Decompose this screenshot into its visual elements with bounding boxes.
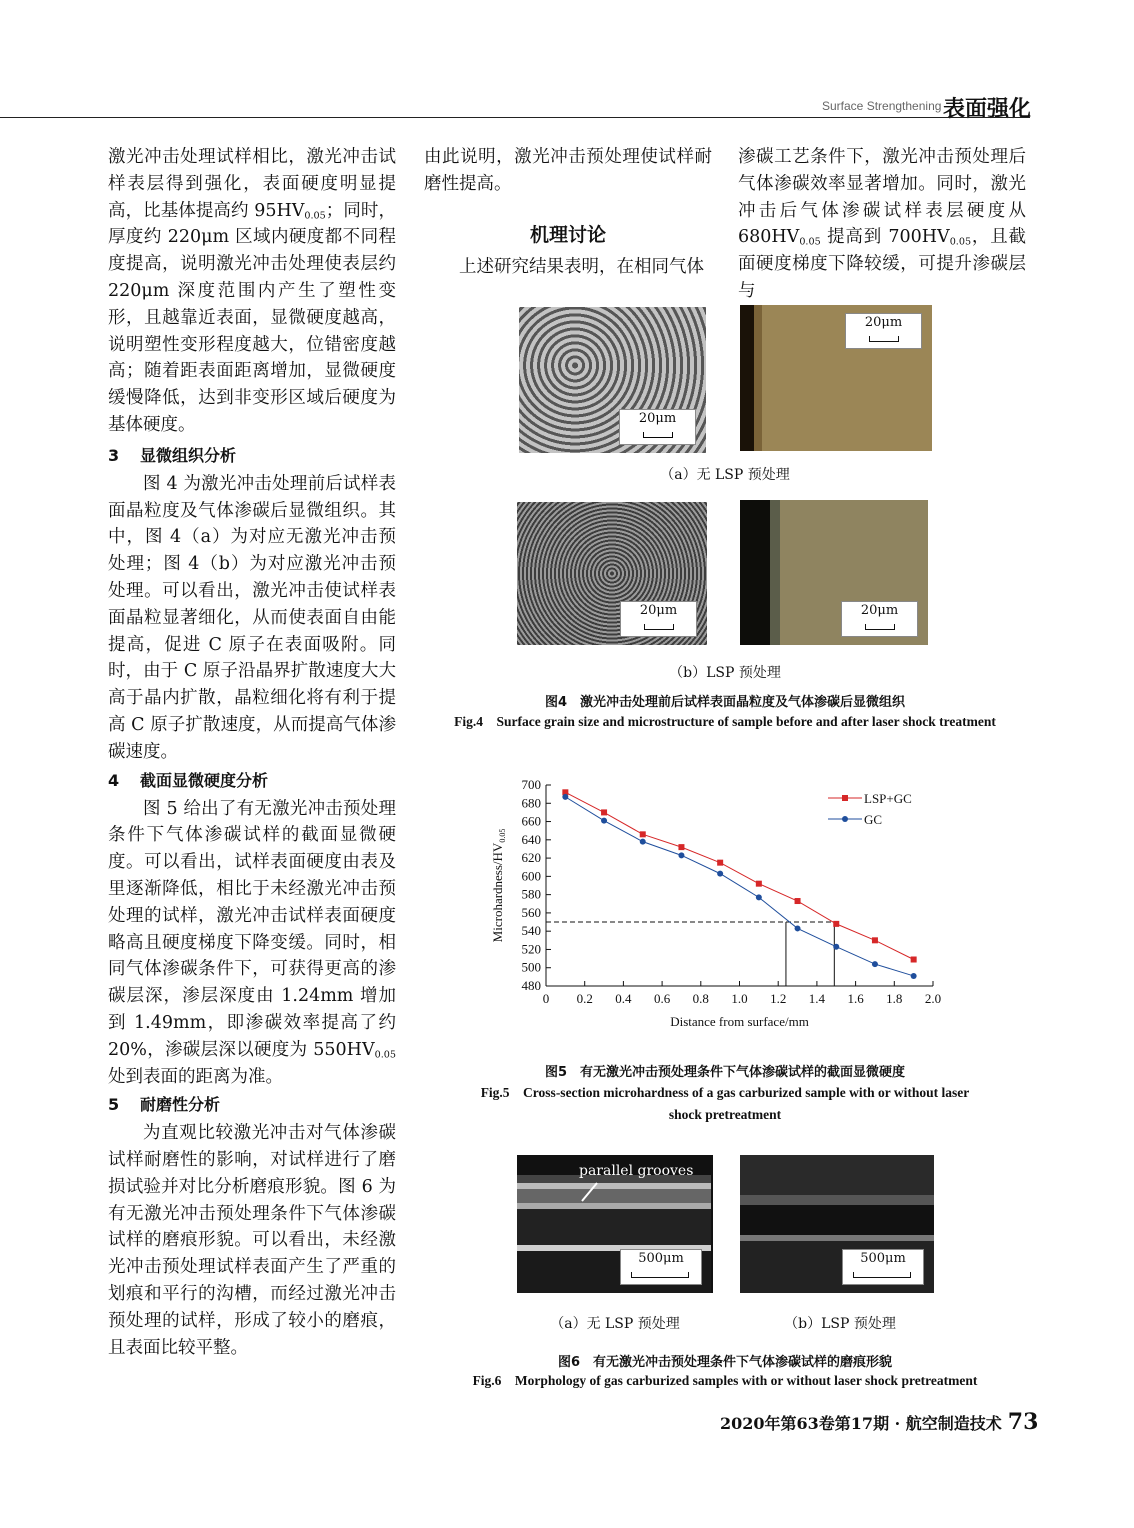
fig4b-carburized-micrograph	[740, 500, 928, 645]
subscript: 0.05	[304, 210, 326, 221]
x-axis-label: Distance from surface/mm	[670, 1014, 809, 1029]
footer-journal: 2020年第63卷第17期 · 航空制造技术	[720, 1414, 1002, 1433]
section-number: 5	[108, 1095, 120, 1115]
scale-box	[841, 601, 918, 637]
y-tick-label: 600	[521, 868, 541, 884]
hardness-value: 550HV	[313, 1039, 375, 1060]
data-point	[872, 961, 878, 967]
section-5-paragraph: 为直观比较激光冲击对气体渗碳试样耐磨性的影响，对试样进行了磨损试验并对比分析磨痕形貌。图 6 为有无激光冲击预处理条件下气体渗碳试样的磨痕形貌。可以看出，未经激光冲击预处理试样表面产生了严重的划痕和平行的沟槽，而经过激光冲击预处理的试样，形成了较小的磨痕，且表面比较平整。	[108, 1123, 396, 1358]
section-4-paragraph	[108, 796, 396, 1091]
y-tick-label: 640	[521, 831, 541, 847]
mechanism-paragraph: 上述研究结果表明，在相同气体	[459, 256, 704, 277]
fig4-caption-cn: 图4 激光冲击处理前后试样表面晶粒度及气体渗碳后显微组织	[544, 695, 906, 710]
fig5-caption-cn: 图5 有无激光冲击预处理条件下气体渗碳试样的截面显微硬度	[544, 1065, 906, 1080]
fig4-label-a: （a）无 LSP 预处理	[660, 467, 790, 483]
data-point	[717, 860, 723, 866]
section-title: 显微组织分析	[140, 445, 237, 465]
data-point	[911, 957, 917, 963]
fig6-label-a: （a）无 LSP 预处理	[550, 1316, 680, 1332]
data-point	[872, 937, 878, 943]
fig4b-grain-micrograph	[517, 502, 707, 645]
text: 渗碳工艺条件下，激光冲击预处理后气体渗碳效率显著增加。同时，激光冲击后气体渗碳试样表层硬度从	[738, 147, 1026, 221]
data-point	[678, 844, 684, 850]
y-tick-label: 500	[521, 959, 541, 975]
data-point	[601, 818, 607, 824]
data-point	[833, 944, 839, 950]
mechanism-heading: 机理讨论	[529, 223, 606, 246]
x-tick-label: 1.0	[731, 991, 748, 1006]
x-tick-label: 1.6	[847, 991, 864, 1006]
x-tick-label: 0.2	[576, 991, 593, 1006]
scale-label: 20μm	[860, 603, 899, 618]
data-point	[756, 894, 762, 900]
section-5-heading	[108, 1090, 396, 1120]
x-tick-label: 0.8	[692, 991, 709, 1006]
column-1	[108, 144, 396, 1361]
footer	[720, 1409, 1038, 1435]
legend-marker	[842, 816, 848, 822]
paragraph-continuation	[738, 144, 1026, 305]
section-number: 3	[108, 445, 120, 465]
fig6a-wear-morphology	[517, 1155, 712, 1293]
scale-label: 500μm	[638, 1251, 684, 1266]
x-tick-label: 0.4	[615, 991, 632, 1006]
hardness-value: 95HV	[254, 200, 305, 221]
text: 处到表面的距离为准。	[108, 1066, 283, 1087]
x-tick-label: 0	[542, 991, 550, 1006]
y-tick-label: 520	[521, 941, 541, 957]
x-tick-label: 1.8	[886, 991, 903, 1006]
fig4a-carburized-micrograph	[740, 305, 932, 451]
data-point	[640, 839, 646, 845]
text: 提高到	[827, 227, 882, 248]
text: ；同时，厚度约 220μm 区域内硬度都不同程度提高，说明激光冲击处理使表层约 220μm 深度范围内产生了塑性变形，且越靠近表面，显微硬度越高，说明塑性变形程度越大，位错密度越高；随着距表面距离增加，显微硬度缓慢降低，达到非变形区域后硬度为基体硬度。	[108, 200, 396, 435]
data-point	[717, 871, 723, 877]
y-axis-label-subscript: 0.05	[498, 828, 507, 843]
x-tick-label: 0.6	[653, 991, 671, 1006]
series-line-LSP+GC	[565, 792, 913, 959]
y-tick-label: 680	[521, 795, 541, 811]
page-number: 73	[1007, 1409, 1039, 1435]
scale-bar	[644, 624, 674, 630]
fig4-label-b: （b）LSP 预处理	[669, 665, 781, 681]
hardness-value: 680HV	[738, 227, 800, 248]
scale-box	[620, 601, 697, 637]
scale-label: 20μm	[864, 315, 903, 330]
hardness-value: 700HV	[888, 227, 950, 248]
scale-label: 500μm	[860, 1251, 906, 1266]
scale-bar	[631, 1272, 689, 1278]
y-tick-label: 540	[521, 923, 541, 939]
section-4-heading	[108, 766, 396, 796]
column-3	[738, 144, 1026, 305]
section-number: 4	[108, 770, 120, 790]
scale-bar	[865, 624, 895, 630]
fig6b-wear-morphology	[740, 1155, 934, 1293]
y-tick-label: 660	[521, 813, 541, 829]
scale-box	[620, 1249, 702, 1285]
text: ，且截面硬度梯度下降较缓，可提升渗碳层与	[738, 227, 1026, 301]
data-point	[562, 794, 568, 800]
subscript: 0.05	[374, 1049, 396, 1061]
scale-bar	[853, 1272, 911, 1278]
scale-label: 20μm	[638, 411, 677, 426]
fig6-caption-en: Fig.6 Morphology of gas carburized samples with or without laser shock pretreatment	[472, 1373, 978, 1388]
data-point	[756, 881, 762, 887]
running-header-english: Surface Strengthening	[822, 99, 942, 113]
y-tick-label: 700	[521, 777, 541, 792]
data-point	[795, 898, 801, 904]
fig6-caption-cn: 图6 有无激光冲击预处理条件下气体渗碳试样的磨痕形貌	[557, 1355, 893, 1370]
subscript: 0.05	[949, 236, 972, 248]
data-point	[601, 809, 607, 815]
header-rule	[0, 117, 1030, 118]
fig5-caption-en-line1: Fig.5 Cross-section microhardness of a gas carburized sample with or without laser	[480, 1085, 970, 1100]
subscript: 0.05	[799, 236, 821, 248]
scale-bar	[643, 432, 673, 438]
data-point	[795, 925, 801, 931]
text: 图 5 给出了有无激光冲击预处理条件下气体渗碳试样的截面显微硬度。可以看出，试样表面硬度由表及里逐渐降低，相比于未经激光冲击预处理的试样，激光冲击试样表面硬度略高且硬度梯度下降变缓。同时，相同气体渗碳条件下，可获得更高的渗碳层深，渗层深度由 1.24mm 增加到 1.49mm，即渗碳效率提高了约 20%，渗碳层深以硬度为	[108, 798, 396, 1060]
section-title: 耐磨性分析	[140, 1095, 221, 1115]
fig6-label-b: （b）LSP 预处理	[784, 1316, 896, 1332]
legend-label: GC	[864, 812, 883, 827]
section-3-heading	[108, 441, 396, 471]
scale-bar	[869, 336, 899, 342]
y-tick-label: 560	[521, 904, 541, 920]
paragraph-continuation: 由此说明，激光冲击预处理使试样耐磨性提高。	[424, 147, 712, 194]
scale-label: 20μm	[639, 603, 678, 618]
fig4-caption-en: Fig.4 Surface grain size and microstructure of sample before and after laser shock treatment	[454, 714, 996, 729]
running-header-chinese: 表面强化	[943, 97, 1032, 122]
scale-box	[842, 1249, 924, 1285]
data-point	[640, 831, 646, 837]
data-point	[911, 973, 917, 979]
paragraph-continuation	[108, 144, 396, 439]
scale-box	[845, 313, 922, 349]
data-point	[678, 852, 684, 858]
annotation-arrow	[579, 1181, 599, 1203]
y-axis-label: Microhardness/$HV_{0.05}$	[490, 828, 507, 943]
fig5-hardness-chart	[480, 770, 960, 1040]
x-tick-label: 2.0	[924, 991, 942, 1006]
legend-label: LSP+GC	[864, 791, 912, 806]
fig6a-annotation: parallel grooves	[579, 1163, 694, 1179]
y-tick-label: 480	[521, 978, 541, 993]
data-point	[833, 921, 839, 927]
section-title: 截面显微硬度分析	[140, 770, 269, 790]
fig4a-grain-micrograph	[519, 307, 706, 453]
series-line-GC	[565, 797, 913, 976]
legend-marker	[842, 795, 848, 801]
x-tick-label: 1.4	[808, 991, 826, 1006]
column-2	[424, 144, 712, 280]
text: 激光冲击处理试样相比，激光冲击试样表层得到强化，表面硬度明显提高，比基体提高约	[108, 147, 396, 221]
fig6-divider	[711, 1155, 713, 1293]
fig5-caption-en-line2: shock pretreatment	[668, 1107, 782, 1122]
y-tick-label: 620	[521, 850, 541, 866]
scale-box	[619, 409, 696, 445]
x-tick-label: 1.2	[770, 991, 787, 1006]
y-tick-label: 580	[521, 886, 541, 902]
section-3-paragraph: 图 4 为激光冲击处理前后试样表面晶粒度及气体渗碳后显微组织。其中，图 4（a）为对应无激光冲击预处理；图 4（b）为对应激光冲击预处理。可以看出，激光冲击使试样表面晶粒显著细化，从而使表面自由能提高，促进 C 原子在表面吸附。同时，由于 C 原子沿晶界扩散速度大大高于晶内扩散，晶粒细化将有利于提高 C 原子扩散速度，从而提高气体渗碳速度。	[108, 473, 396, 762]
